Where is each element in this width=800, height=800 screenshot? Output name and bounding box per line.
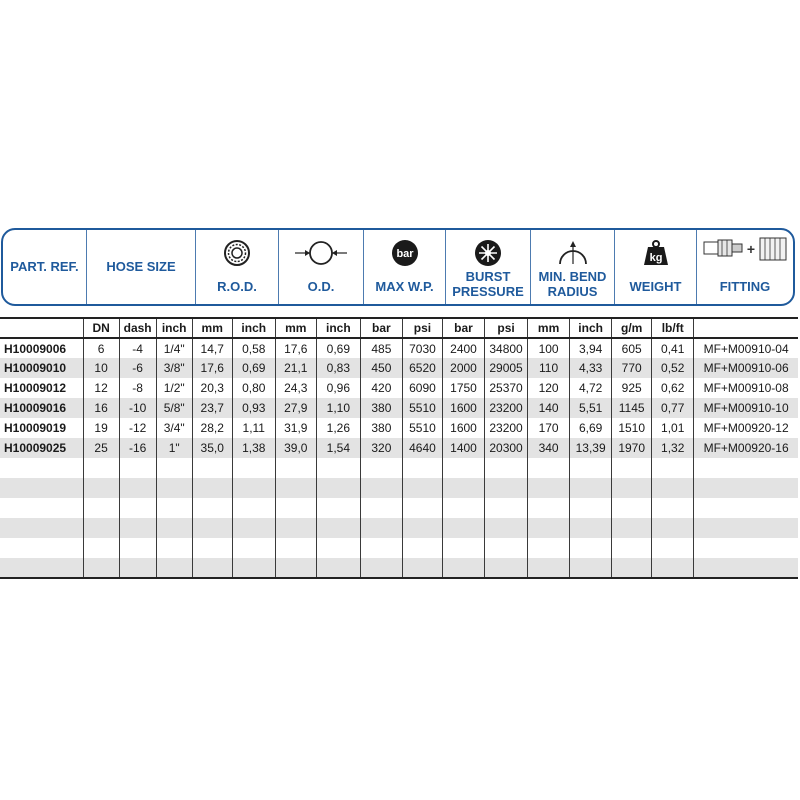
table-cell: 35,0 (192, 438, 232, 458)
header-max-wp-label: MAX W.P. (375, 279, 434, 294)
header-burst-pressure (445, 230, 530, 304)
header-rod (195, 230, 278, 304)
unit-header-cell: inch (232, 318, 275, 338)
table-cell: -4 (119, 338, 156, 358)
header-part-ref-label: PART. REF. (10, 259, 79, 274)
table-cell: 7030 (402, 338, 442, 358)
table-cell: 6520 (402, 358, 442, 378)
table-cell: MF+M00910-10 (694, 398, 798, 418)
table-cell (275, 558, 316, 578)
header-fitting-label: FITTING (719, 279, 771, 294)
table-cell: 39,0 (275, 438, 316, 458)
table-cell: 25370 (485, 378, 528, 398)
table-cell (694, 558, 798, 578)
table-cell (316, 538, 360, 558)
table-cell (119, 478, 156, 498)
table-cell (442, 498, 484, 518)
table-cell (612, 558, 652, 578)
column-header-band (1, 228, 795, 306)
table-cell: MF+M00910-08 (694, 378, 798, 398)
bend-radius-icon (556, 238, 590, 268)
table-cell: 1510 (612, 418, 652, 438)
unit-header-cell: psi (485, 318, 528, 338)
part-ref-cell (0, 558, 83, 578)
table-cell (156, 538, 192, 558)
table-cell: 170 (528, 418, 570, 438)
table-cell: 34800 (485, 338, 528, 358)
table-cell: 31,9 (275, 418, 316, 438)
unit-header-cell: bar (442, 318, 484, 338)
table-cell: 27,9 (275, 398, 316, 418)
table-row (0, 518, 798, 538)
table-cell (275, 518, 316, 538)
table-cell: MF+M00920-12 (694, 418, 798, 438)
table-cell (275, 498, 316, 518)
table-cell (528, 558, 570, 578)
table-row (0, 458, 798, 478)
table-cell: 0,52 (652, 358, 694, 378)
table-cell (360, 458, 402, 478)
table-cell: 770 (612, 358, 652, 378)
table-cell: 340 (528, 438, 570, 458)
fitting-icon (702, 236, 788, 266)
table-cell (316, 558, 360, 578)
table-cell (612, 498, 652, 518)
table-cell (192, 538, 232, 558)
table-cell: 1400 (442, 438, 484, 458)
table-cell: 0,58 (232, 338, 275, 358)
table-cell (192, 498, 232, 518)
table-cell: 120 (528, 378, 570, 398)
bar-pressure-icon (390, 238, 420, 268)
table-cell (442, 518, 484, 538)
weight-icon (641, 238, 671, 268)
table-cell (570, 558, 612, 578)
table-cell: 20300 (485, 438, 528, 458)
table-cell (570, 498, 612, 518)
table-cell (612, 538, 652, 558)
header-burst-label-2: PRESSURE (452, 284, 524, 299)
unit-header-cell: mm (192, 318, 232, 338)
table-cell (119, 558, 156, 578)
table-cell: 1,01 (652, 418, 694, 438)
table-cell: 925 (612, 378, 652, 398)
table-cell: 28,2 (192, 418, 232, 438)
table-cell (275, 538, 316, 558)
table-cell (119, 498, 156, 518)
table-cell (612, 478, 652, 498)
table-cell: 1145 (612, 398, 652, 418)
table-cell: 1750 (442, 378, 484, 398)
table-cell: 12 (83, 378, 119, 398)
table-cell: 1,54 (316, 438, 360, 458)
table-cell: 1/4" (156, 338, 192, 358)
table-cell (485, 558, 528, 578)
table-cell: 20,3 (192, 378, 232, 398)
part-ref-cell: H10009019 (4, 421, 67, 435)
table-cell (360, 478, 402, 498)
hose-spec-table (0, 317, 798, 579)
table-cell: 4,33 (570, 358, 612, 378)
header-min-bend-radius (530, 230, 614, 304)
table-cell: 5/8" (156, 398, 192, 418)
table-cell (156, 478, 192, 498)
table-cell (694, 518, 798, 538)
table-cell: 1600 (442, 398, 484, 418)
table-cell (83, 558, 119, 578)
table-cell (694, 478, 798, 498)
table-row (0, 478, 798, 498)
table-cell (570, 458, 612, 478)
table-cell (528, 458, 570, 478)
table-cell: 0,69 (316, 338, 360, 358)
table-cell: -16 (119, 438, 156, 458)
table-cell: 17,6 (275, 338, 316, 358)
unit-header-cell (694, 318, 798, 338)
unit-header-cell: inch (316, 318, 360, 338)
header-rod-label: R.O.D. (217, 279, 257, 294)
table-cell: -8 (119, 378, 156, 398)
table-body (0, 318, 798, 578)
table-cell: 0,93 (232, 398, 275, 418)
table-cell (402, 558, 442, 578)
table-cell: 24,3 (275, 378, 316, 398)
header-weight (614, 230, 696, 304)
table-cell: MF+M00910-04 (694, 338, 798, 358)
table-cell: 21,1 (275, 358, 316, 378)
table-cell (192, 478, 232, 498)
table-cell: 0,77 (652, 398, 694, 418)
table-cell: 6 (83, 338, 119, 358)
table-cell: 23,7 (192, 398, 232, 418)
table-cell (156, 458, 192, 478)
table-cell (570, 538, 612, 558)
part-ref-cell (0, 478, 83, 498)
table-cell: 13,39 (570, 438, 612, 458)
table-cell: 17,6 (192, 358, 232, 378)
table-cell (360, 538, 402, 558)
table-cell (156, 518, 192, 538)
table-cell (192, 458, 232, 478)
table-cell: 320 (360, 438, 402, 458)
unit-header-cell: lb/ft (652, 318, 694, 338)
header-bend-label-2: RADIUS (547, 284, 598, 299)
table-cell (83, 458, 119, 478)
table-cell (528, 498, 570, 518)
table-cell (83, 518, 119, 538)
part-ref-cell (0, 458, 83, 478)
unit-header-cell: DN (83, 318, 119, 338)
table-cell: 25 (83, 438, 119, 458)
header-bend-label-1: MIN. BEND (538, 269, 607, 284)
table-cell (485, 538, 528, 558)
table-cell (275, 458, 316, 478)
header-hose-size (86, 230, 195, 304)
table-cell: 0,83 (316, 358, 360, 378)
table-cell: 2400 (442, 338, 484, 358)
burst-icon (473, 238, 503, 268)
unit-header-cell: inch (156, 318, 192, 338)
table-cell (232, 478, 275, 498)
table-cell (402, 458, 442, 478)
table-cell (316, 478, 360, 498)
table-cell (485, 458, 528, 478)
table-cell (528, 518, 570, 538)
part-ref-cell (0, 518, 83, 538)
table-row (0, 358, 798, 378)
part-ref-cell: H10009010 (0, 358, 83, 378)
unit-header-cell: bar (360, 318, 402, 338)
header-hose-size-label: HOSE SIZE (106, 259, 176, 274)
table-cell (652, 498, 694, 518)
table-cell (119, 458, 156, 478)
unit-header-cell: inch (570, 318, 612, 338)
table-cell: 14,7 (192, 338, 232, 358)
table-cell (156, 558, 192, 578)
table-cell: 1,32 (652, 438, 694, 458)
part-ref-cell: H10009025 (0, 438, 83, 458)
table-cell (402, 538, 442, 558)
table-cell (694, 538, 798, 558)
table-cell: 5510 (402, 418, 442, 438)
table-cell: 605 (612, 338, 652, 358)
table-cell: 4640 (402, 438, 442, 458)
table-cell (442, 558, 484, 578)
table-cell: 420 (360, 378, 402, 398)
table-cell (402, 478, 442, 498)
table-cell: 4,72 (570, 378, 612, 398)
table-cell: 140 (528, 398, 570, 418)
table-cell: 3,94 (570, 338, 612, 358)
table-cell (528, 478, 570, 498)
table-cell: 0,41 (652, 338, 694, 358)
header-weight-label: WEIGHT (629, 279, 682, 294)
table-cell (442, 458, 484, 478)
table-cell (83, 538, 119, 558)
table-cell (360, 498, 402, 518)
part-ref-cell (0, 498, 83, 518)
table-cell (232, 558, 275, 578)
table-cell: 23200 (485, 418, 528, 438)
unit-header-cell: g/m (612, 318, 652, 338)
table-cell: 10 (83, 358, 119, 378)
table-row (0, 538, 798, 558)
table-cell (119, 518, 156, 538)
table-cell (612, 518, 652, 538)
table-cell: 1,26 (316, 418, 360, 438)
table-cell: 1,38 (232, 438, 275, 458)
table-cell (316, 518, 360, 538)
table-cell: 1" (156, 438, 192, 458)
table-cell: -6 (119, 358, 156, 378)
table-cell (232, 518, 275, 538)
table-cell: 110 (528, 358, 570, 378)
table-cell: MF+M00910-06 (694, 358, 798, 378)
unit-header-row (0, 318, 798, 338)
table-cell (694, 498, 798, 518)
table-cell: 485 (360, 338, 402, 358)
table-cell (485, 478, 528, 498)
table-cell: 450 (360, 358, 402, 378)
table-cell (612, 458, 652, 478)
table-cell (485, 518, 528, 538)
table-row (0, 438, 798, 458)
table-row (0, 418, 798, 438)
table-cell: 5510 (402, 398, 442, 418)
table-row (0, 338, 798, 358)
reinforcement-od-icon (222, 238, 252, 268)
table-cell (156, 498, 192, 518)
table-cell (316, 458, 360, 478)
table-cell: 23200 (485, 398, 528, 418)
table-cell: 1,10 (316, 398, 360, 418)
table-cell (570, 518, 612, 538)
header-fitting (696, 230, 793, 304)
table-cell (652, 458, 694, 478)
table-cell: 1970 (612, 438, 652, 458)
table-cell: 0,80 (232, 378, 275, 398)
table-cell: 29005 (485, 358, 528, 378)
header-burst-label-1: BURST (465, 269, 511, 284)
table-cell: 3/8" (156, 358, 192, 378)
table-cell: 6090 (402, 378, 442, 398)
table-cell (485, 498, 528, 518)
part-ref-cell: H10009016 (0, 398, 83, 418)
table-row (0, 558, 798, 578)
table-cell: -10 (119, 398, 156, 418)
table-cell (316, 498, 360, 518)
table-cell (232, 458, 275, 478)
table-cell: 1600 (442, 418, 484, 438)
unit-header-cell: psi (402, 318, 442, 338)
table-cell (402, 498, 442, 518)
table-cell (232, 538, 275, 558)
table-cell: 19 (83, 418, 119, 438)
table-row (0, 398, 798, 418)
table-cell: MF+M00920-16 (694, 438, 798, 458)
table-cell: 380 (360, 398, 402, 418)
table-cell (360, 518, 402, 538)
table-cell (232, 498, 275, 518)
part-ref-cell: H10009012 (4, 381, 67, 395)
table-cell: 0,62 (652, 378, 694, 398)
part-ref-cell (0, 538, 83, 558)
unit-header-cell (0, 318, 83, 338)
table-cell (402, 518, 442, 538)
bar-pressure-icon-text: bar (395, 248, 414, 260)
table-cell: 2000 (442, 358, 484, 378)
table-cell (652, 538, 694, 558)
table-cell (192, 558, 232, 578)
header-max-wp (363, 230, 445, 304)
table-cell (275, 478, 316, 498)
table-cell (570, 478, 612, 498)
table-cell: 1,11 (232, 418, 275, 438)
table-cell (83, 478, 119, 498)
table-cell: 1/2" (156, 378, 192, 398)
fitting-plus: + (746, 241, 756, 257)
table-cell: 380 (360, 418, 402, 438)
header-part-ref (3, 230, 86, 304)
weight-icon-text: kg (649, 252, 662, 264)
unit-header-cell: mm (528, 318, 570, 338)
table-row (0, 378, 798, 398)
table-cell: 3/4" (156, 418, 192, 438)
table-cell (652, 478, 694, 498)
table-cell: 100 (528, 338, 570, 358)
table-cell (694, 458, 798, 478)
table-cell: 16 (83, 398, 119, 418)
table-cell: 0,96 (316, 378, 360, 398)
table-cell (528, 538, 570, 558)
table-cell (652, 558, 694, 578)
outside-diameter-icon (291, 238, 351, 268)
unit-header-cell: dash (119, 318, 156, 338)
table-row (0, 498, 798, 518)
table-cell (192, 518, 232, 538)
table-cell (442, 478, 484, 498)
table-cell (119, 538, 156, 558)
table-cell (83, 498, 119, 518)
table-cell: 6,69 (570, 418, 612, 438)
table-cell: -12 (119, 418, 156, 438)
table-cell: 0,69 (232, 358, 275, 378)
table-cell (360, 558, 402, 578)
header-od-label: O.D. (307, 279, 335, 294)
table-cell: 5,51 (570, 398, 612, 418)
table-cell (652, 518, 694, 538)
header-od (278, 230, 363, 304)
part-ref-cell: H10009006 (4, 341, 67, 356)
table-cell (442, 538, 484, 558)
unit-header-cell: mm (275, 318, 316, 338)
